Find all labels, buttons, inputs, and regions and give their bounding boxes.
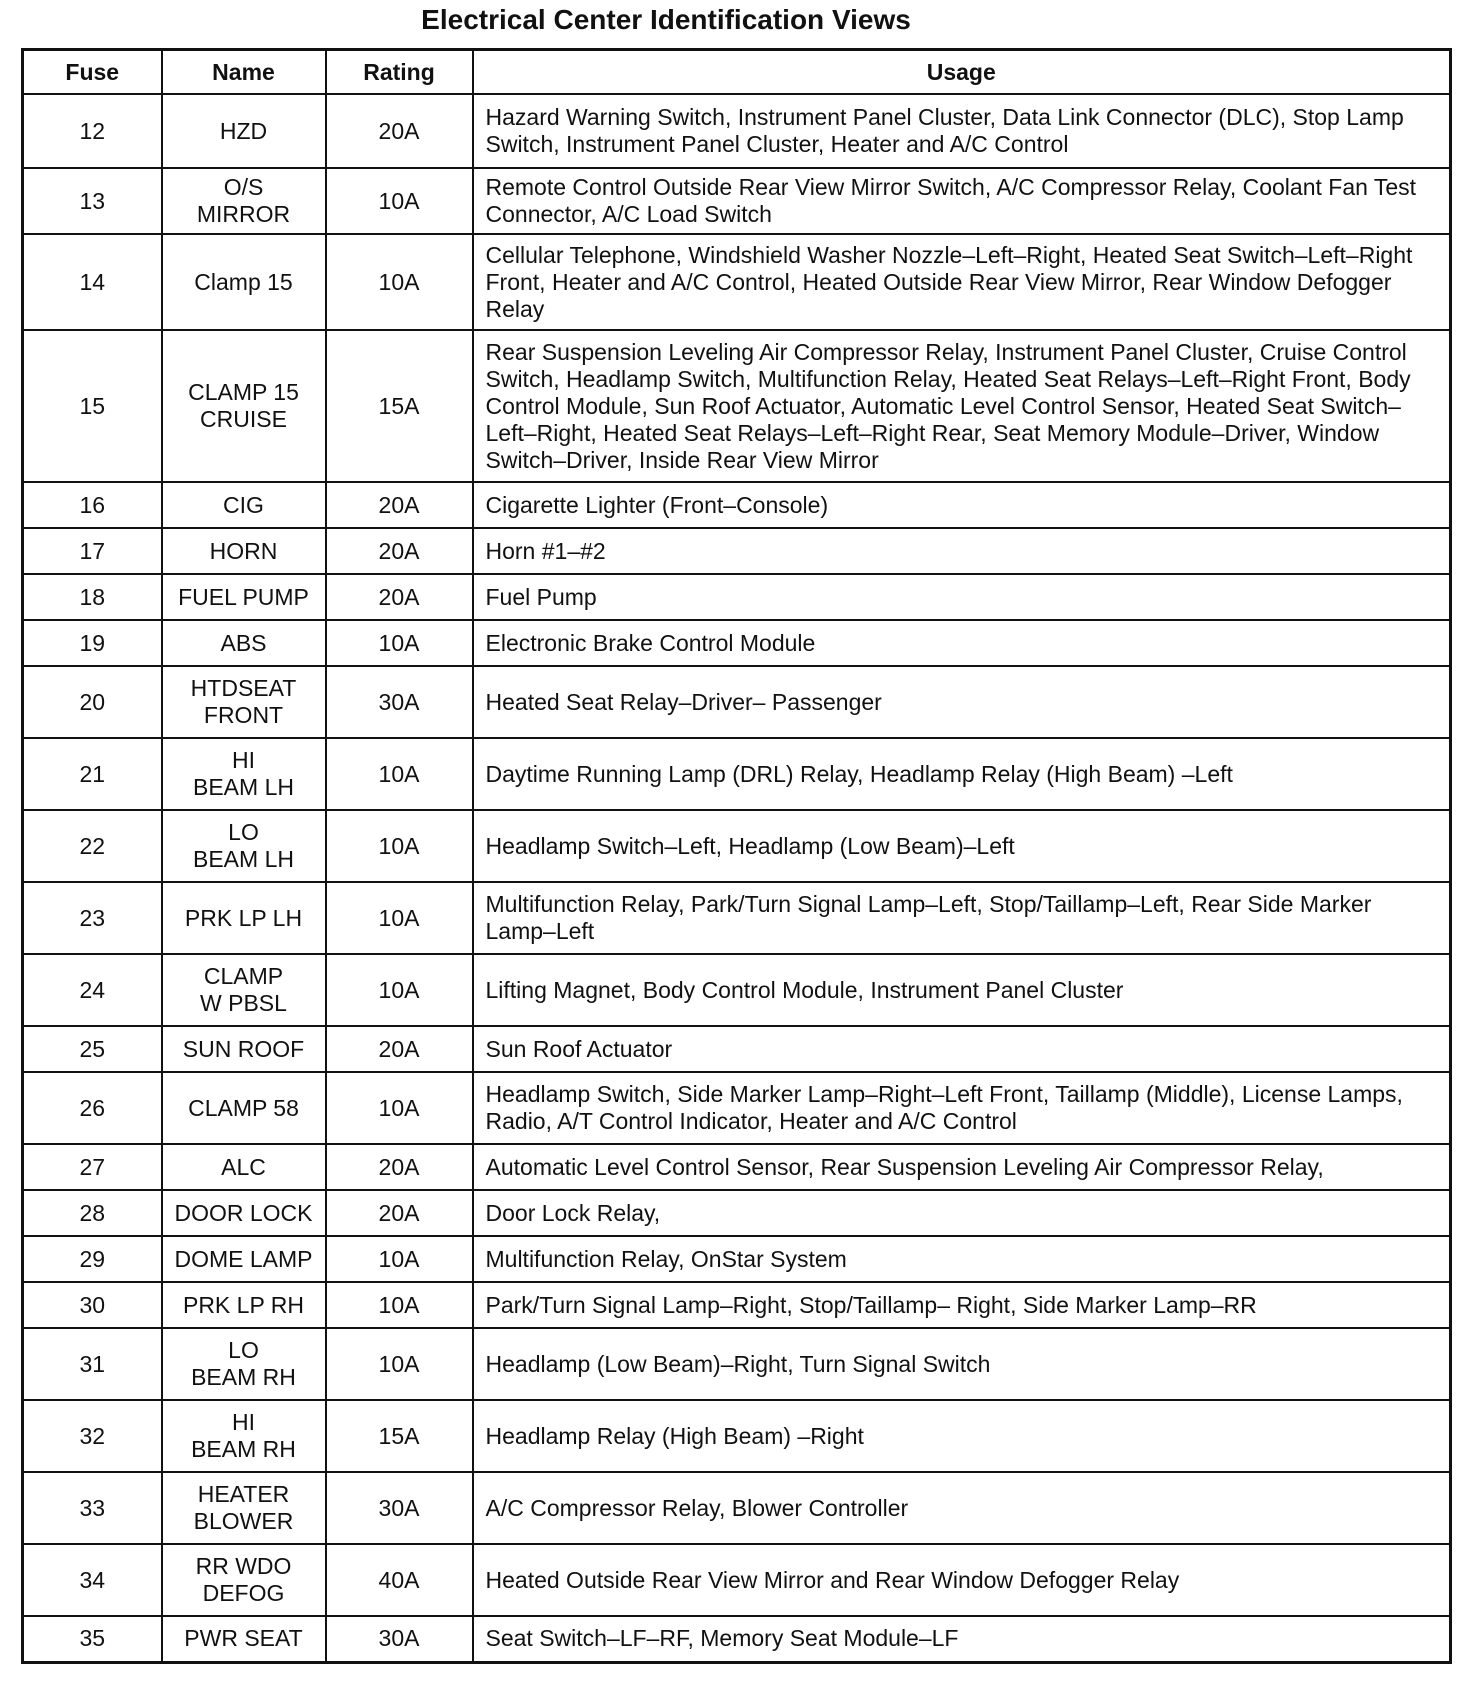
fuse-rating: 20A — [326, 482, 473, 528]
table-row — [23, 1400, 1451, 1472]
header-usage: Usage — [473, 50, 1451, 95]
fuse-usage: Heated Seat Relay–Driver– Passenger — [473, 666, 1451, 738]
fuse-name: CLAMP 15 CRUISE — [162, 330, 326, 482]
fuse-usage: Door Lock Relay, — [473, 1190, 1451, 1236]
fuse-usage: Park/Turn Signal Lamp–Right, Stop/Taillamp– Right, Side Marker Lamp–RR — [473, 1282, 1451, 1328]
fuse-usage: Sun Roof Actuator — [473, 1026, 1451, 1072]
table-row — [23, 330, 1451, 482]
page-title: Electrical Center Identification Views — [421, 4, 911, 35]
fuse-name: ALC — [162, 1144, 326, 1190]
fuse-name: Clamp 15 — [162, 234, 326, 330]
fuse-number: 24 — [23, 954, 162, 1026]
table-row — [23, 94, 1451, 168]
fuse-rating: 10A — [326, 882, 473, 954]
fuse-name: LO BEAM RH — [162, 1328, 326, 1400]
fuse-usage: Multifunction Relay, OnStar System — [473, 1236, 1451, 1282]
fuse-usage: Heated Outside Rear View Mirror and Rear Window Defogger Relay — [473, 1544, 1451, 1616]
header-rating: Rating — [326, 50, 473, 95]
fuse-name: RR WDO DEFOG — [162, 1544, 326, 1616]
fuse-rating: 20A — [326, 574, 473, 620]
fuse-number: 25 — [23, 1026, 162, 1072]
fuse-usage: Headlamp Relay (High Beam) –Right — [473, 1400, 1451, 1472]
fuse-number: 13 — [23, 168, 162, 234]
fuse-number: 34 — [23, 1544, 162, 1616]
table-row — [23, 1328, 1451, 1400]
fuse-number: 35 — [23, 1616, 162, 1662]
fuse-rating: 30A — [326, 1616, 473, 1662]
fuse-rating: 30A — [326, 666, 473, 738]
fuse-rating: 20A — [326, 1026, 473, 1072]
table-row — [23, 1472, 1451, 1544]
table-row — [23, 666, 1451, 738]
fuse-usage: Rear Suspension Leveling Air Compressor Relay, Instrument Panel Cluster, Cruise Control Switch, Headlamp Switch, Multifunction Relay, Heated Seat Relays–Left–Right Front, Body Control Module, Sun Roof Actuator, Automatic Level Control Sensor, Heated Seat Switch–Left–Right, Heated Seat Relays–Left–Right Rear, Seat Memory Module–Driver, Window Switch–Driver, Inside Rear View Mirror — [473, 330, 1451, 482]
fuse-number: 12 — [23, 94, 162, 168]
fuse-usage: Lifting Magnet, Body Control Module, Instrument Panel Cluster — [473, 954, 1451, 1026]
fuse-number: 21 — [23, 738, 162, 810]
fuse-rating: 10A — [326, 810, 473, 882]
fuse-name: PWR SEAT — [162, 1616, 326, 1662]
table-row — [23, 574, 1451, 620]
fuse-number: 19 — [23, 620, 162, 666]
fuse-usage: Horn #1–#2 — [473, 528, 1451, 574]
fuse-number: 20 — [23, 666, 162, 738]
table-row — [23, 1236, 1451, 1282]
fuse-name: SUN ROOF — [162, 1026, 326, 1072]
table-row — [23, 234, 1451, 330]
fuse-number: 18 — [23, 574, 162, 620]
fuse-usage: Headlamp (Low Beam)–Right, Turn Signal Switch — [473, 1328, 1451, 1400]
fuse-rating: 30A — [326, 1472, 473, 1544]
fuse-usage: A/C Compressor Relay, Blower Controller — [473, 1472, 1451, 1544]
fuse-name: HORN — [162, 528, 326, 574]
fuse-number: 14 — [23, 234, 162, 330]
fuse-name: FUEL PUMP — [162, 574, 326, 620]
table-row — [23, 1144, 1451, 1190]
fuse-usage: Remote Control Outside Rear View Mirror Switch, A/C Compressor Relay, Coolant Fan Test Connector, A/C Load Switch — [473, 168, 1451, 234]
table-row — [23, 528, 1451, 574]
fuse-name: CLAMP W PBSL — [162, 954, 326, 1026]
fuse-rating: 10A — [326, 1328, 473, 1400]
fuse-rating: 10A — [326, 1236, 473, 1282]
fuse-usage: Seat Switch–LF–RF, Memory Seat Module–LF — [473, 1616, 1451, 1662]
fuse-usage: Headlamp Switch–Left, Headlamp (Low Beam)–Left — [473, 810, 1451, 882]
fuse-number: 15 — [23, 330, 162, 482]
fuse-number: 23 — [23, 882, 162, 954]
fuse-number: 17 — [23, 528, 162, 574]
fuse-usage: Cigarette Lighter (Front–Console) — [473, 482, 1451, 528]
fuse-rating: 40A — [326, 1544, 473, 1616]
fuse-rating: 20A — [326, 1144, 473, 1190]
fuse-name: HEATER BLOWER — [162, 1472, 326, 1544]
table-row — [23, 1282, 1451, 1328]
fuse-name: HI BEAM LH — [162, 738, 326, 810]
table-row — [23, 1072, 1451, 1144]
fuse-name: HZD — [162, 94, 326, 168]
table-row — [23, 168, 1451, 234]
fuse-number: 29 — [23, 1236, 162, 1282]
fuse-usage: Automatic Level Control Sensor, Rear Suspension Leveling Air Compressor Relay, — [473, 1144, 1451, 1190]
table-header-row — [23, 50, 1451, 95]
fuse-rating: 15A — [326, 330, 473, 482]
fuse-usage: Multifunction Relay, Park/Turn Signal Lamp–Left, Stop/Taillamp–Left, Rear Side Marker Lamp–Left — [473, 882, 1451, 954]
fuse-number: 22 — [23, 810, 162, 882]
fuse-number: 33 — [23, 1472, 162, 1544]
fuse-number: 16 — [23, 482, 162, 528]
fuse-rating: 10A — [326, 1072, 473, 1144]
fuse-rating: 10A — [326, 168, 473, 234]
table-row — [23, 1190, 1451, 1236]
table-row — [23, 882, 1451, 954]
fuse-number: 30 — [23, 1282, 162, 1328]
fuse-rating: 10A — [326, 620, 473, 666]
fuse-rating: 20A — [326, 528, 473, 574]
fuse-usage: Fuel Pump — [473, 574, 1451, 620]
table-row — [23, 1544, 1451, 1616]
fuse-name: DOME LAMP — [162, 1236, 326, 1282]
fuse-usage: Cellular Telephone, Windshield Washer Nozzle–Left–Right, Heated Seat Switch–Left–Right Front, Heater and A/C Control, Heated Outside Rear View Mirror, Rear Window Defogger Relay — [473, 234, 1451, 330]
fuse-number: 27 — [23, 1144, 162, 1190]
fuse-name: ABS — [162, 620, 326, 666]
fuse-name: PRK LP LH — [162, 882, 326, 954]
header-fuse: Fuse — [23, 50, 162, 95]
fuse-number: 31 — [23, 1328, 162, 1400]
fuse-usage: Electronic Brake Control Module — [473, 620, 1451, 666]
fuse-name: O/S MIRROR — [162, 168, 326, 234]
fuse-name: HTDSEAT FRONT — [162, 666, 326, 738]
fuse-table — [21, 48, 1452, 1664]
fuse-name: CIG — [162, 482, 326, 528]
table-row — [23, 1026, 1451, 1072]
fuse-name: DOOR LOCK — [162, 1190, 326, 1236]
fuse-rating: 20A — [326, 94, 473, 168]
fuse-rating: 10A — [326, 954, 473, 1026]
table-row — [23, 620, 1451, 666]
fuse-name: PRK LP RH — [162, 1282, 326, 1328]
fuse-rating: 20A — [326, 1190, 473, 1236]
table-row — [23, 738, 1451, 810]
fuse-rating: 15A — [326, 1400, 473, 1472]
fuse-usage: Daytime Running Lamp (DRL) Relay, Headlamp Relay (High Beam) –Left — [473, 738, 1451, 810]
fuse-rating: 10A — [326, 738, 473, 810]
fuse-name: CLAMP 58 — [162, 1072, 326, 1144]
table-row — [23, 810, 1451, 882]
fuse-usage: Hazard Warning Switch, Instrument Panel Cluster, Data Link Connector (DLC), Stop Lamp Switch, Instrument Panel Cluster, Heater and A/C Control — [473, 94, 1451, 168]
fuse-rating: 10A — [326, 234, 473, 330]
fuse-rating: 10A — [326, 1282, 473, 1328]
fuse-name: LO BEAM LH — [162, 810, 326, 882]
table-row — [23, 1616, 1451, 1662]
table-row — [23, 954, 1451, 1026]
fuse-number: 32 — [23, 1400, 162, 1472]
header-name: Name — [162, 50, 326, 95]
fuse-usage: Headlamp Switch, Side Marker Lamp–Right–Left Front, Taillamp (Middle), License Lamps, Radio, A/T Control Indicator, Heater and A/C Control — [473, 1072, 1451, 1144]
fuse-name: HI BEAM RH — [162, 1400, 326, 1472]
fuse-number: 28 — [23, 1190, 162, 1236]
fuse-number: 26 — [23, 1072, 162, 1144]
table-row — [23, 482, 1451, 528]
